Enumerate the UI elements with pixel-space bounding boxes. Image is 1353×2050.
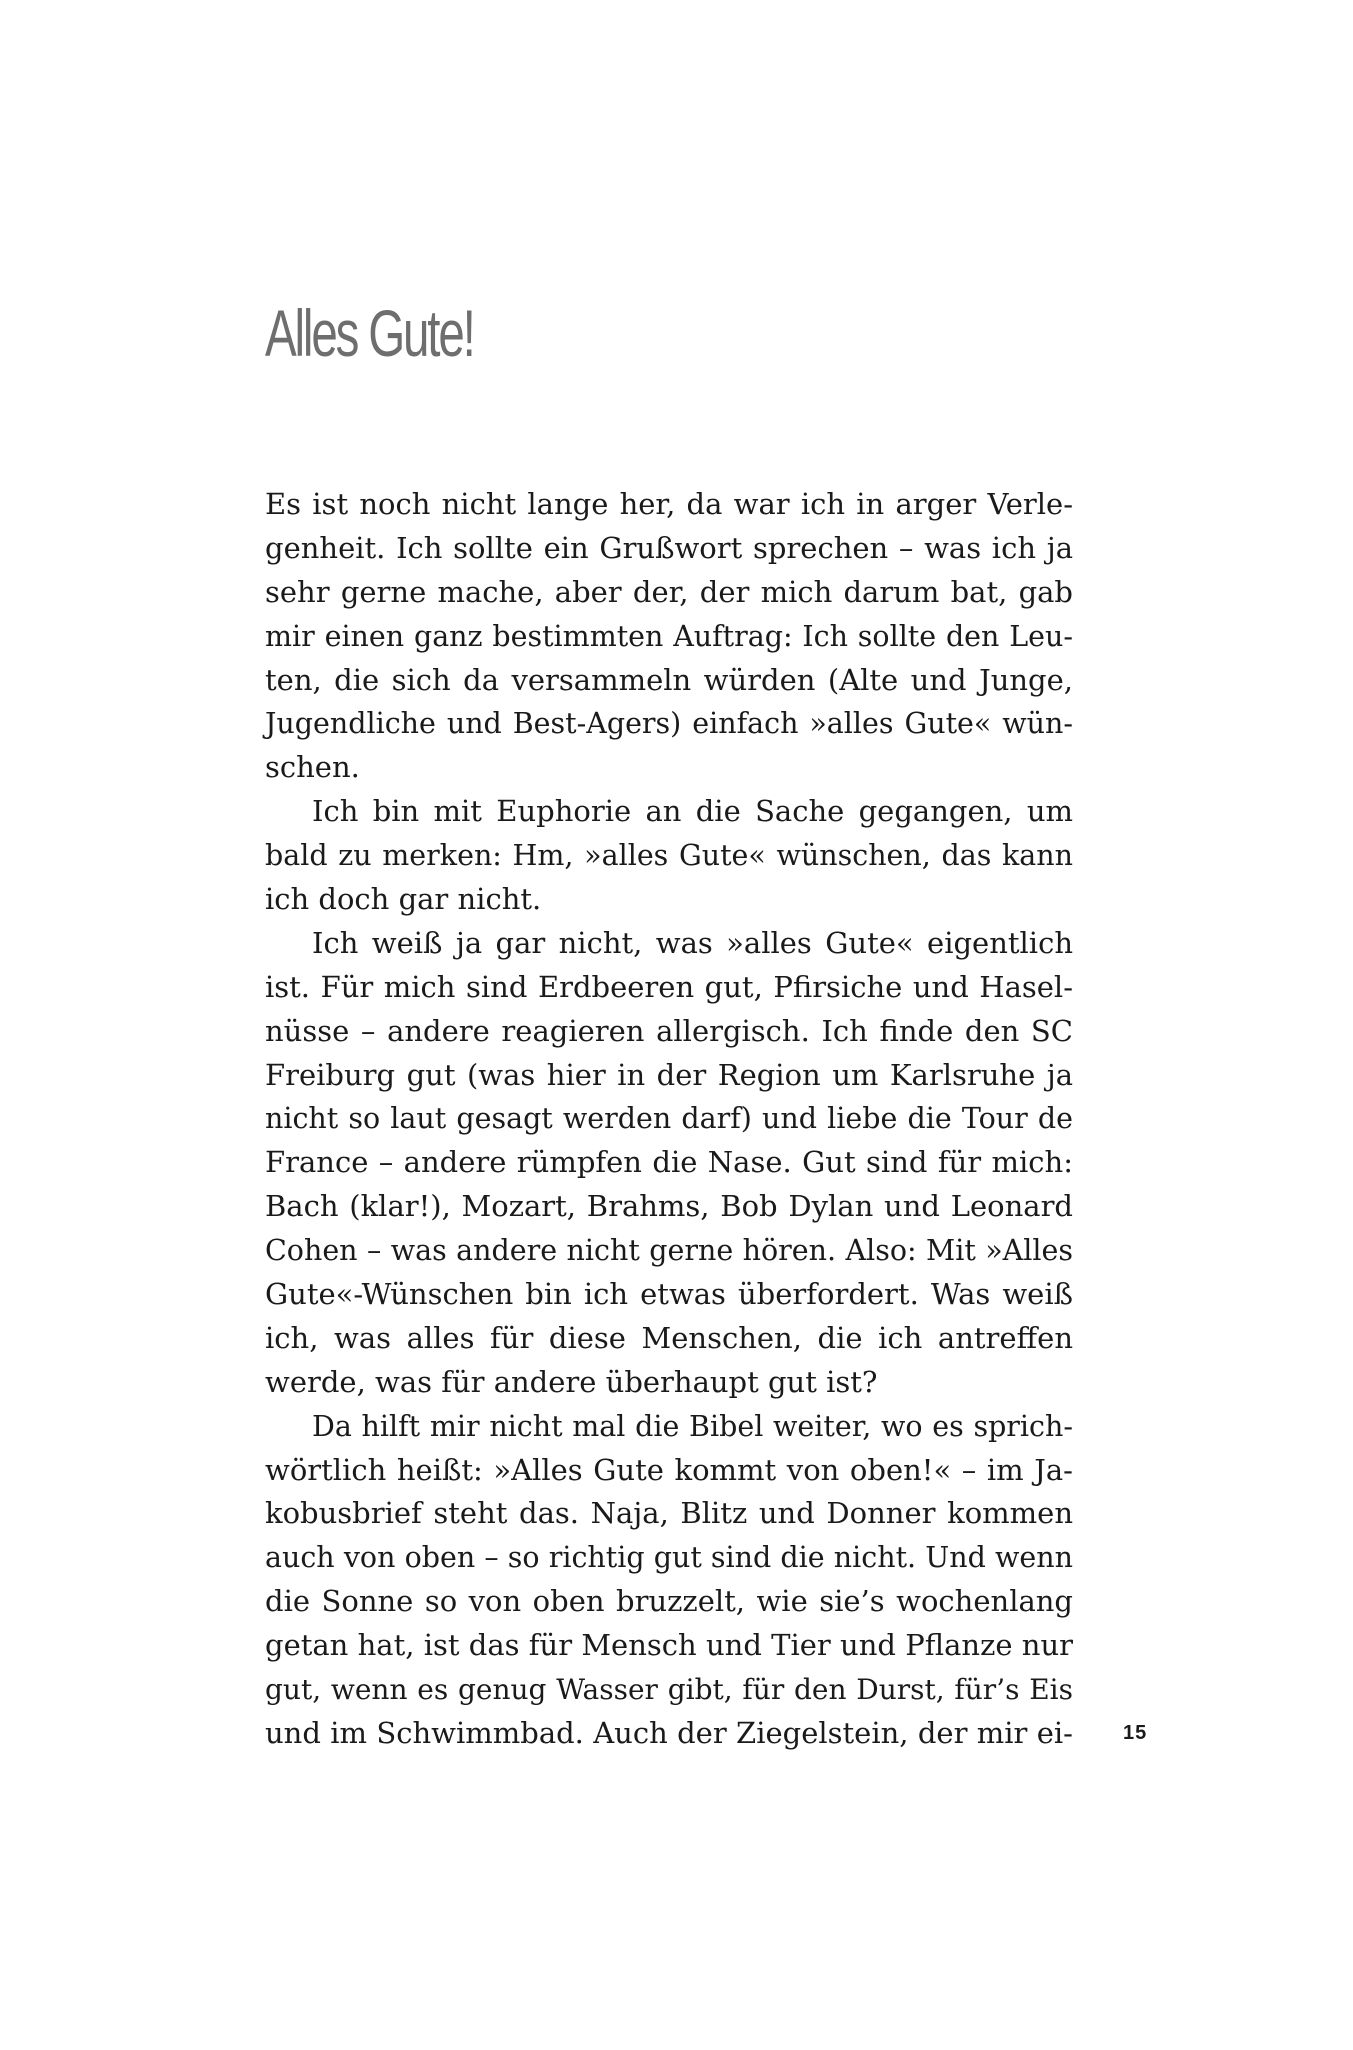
text-line: nüsse – andere reagieren allergisch. Ich finde den SC xyxy=(265,1013,1073,1048)
text-line: die Sonne so von oben bruzzelt, wie sie’s wochenlang xyxy=(265,1584,1073,1619)
text-line: und im Schwimmbad. Auch der Ziegelstein, der mir ei- xyxy=(265,1715,1073,1750)
body-text xyxy=(265,483,1073,1756)
text-line: bald zu merken: Hm, »alles Gute« wünschen, das kann xyxy=(265,839,1073,873)
text-line: ich doch gar nicht. xyxy=(265,882,542,917)
text-line: ist. Für mich sind Erdbeeren gut, Pfirsiche und Hasel- xyxy=(265,969,1073,1004)
text-line: sehr gerne mache, aber der, der mich darum bat, gab xyxy=(265,574,1073,609)
text-line: wörtlich heißt: »Alles Gute kommt von oben!« – im Ja- xyxy=(265,1452,1073,1487)
text-line: Cohen – was andere nicht gerne hören. Also: Mit »Alles xyxy=(265,1234,1073,1268)
text-line: nicht so laut gesagt werden darf) und liebe die Tour de xyxy=(265,1102,1073,1136)
text-line: Ich bin mit Euphorie an die Sache gegangen, um xyxy=(312,794,1073,829)
text-line: Ich weiß ja gar nicht, was »alles Gute« eigentlich xyxy=(312,925,1073,960)
text-line: mir einen ganz bestimmten Auftrag: Ich sollte den Leu- xyxy=(265,619,1073,653)
text-line: gut, wenn es genug Wasser gibt, für den Durst, für’s Eis xyxy=(265,1673,1073,1707)
text-line: Freiburg gut (was hier in der Region um Karlsruhe ja xyxy=(265,1057,1073,1092)
text-line: France – andere rümpfen die Nase. Gut sind für mich: xyxy=(265,1145,1073,1180)
text-line: Da hilft mir nicht mal die Bibel weiter, wo es sprich- xyxy=(312,1409,1073,1443)
text-line: Es ist noch nicht lange her, da war ich in arger Verle- xyxy=(265,487,1073,521)
text-line: werde, was für andere überhaupt gut ist? xyxy=(265,1364,878,1399)
text-line: Bach (klar!), Mozart, Brahms, Bob Dylan und Leonard xyxy=(265,1189,1073,1224)
text-line: schen. xyxy=(265,750,360,785)
text-line: genheit. Ich sollte ein Grußwort sprechen – was ich ja xyxy=(265,530,1073,565)
text-line: getan hat, ist das für Mensch und Tier und Pflanze nur xyxy=(265,1628,1073,1663)
text-line: ich, was alles für diese Menschen, die ich antreffen xyxy=(265,1320,1073,1355)
text-line: Gute«-Wünschen bin ich etwas überfordert. Was weiß xyxy=(265,1277,1073,1312)
text-line: ten, die sich da versammeln würden (Alte und Junge, xyxy=(265,662,1073,697)
page-number: 15 xyxy=(1123,1722,1148,1744)
chapter-title: Alles Gute! xyxy=(265,296,474,370)
text-line: auch von oben – so richtig gut sind die nicht. Und wenn xyxy=(265,1541,1073,1575)
text-line: kobusbrief steht das. Naja, Blitz und Donner kommen xyxy=(265,1496,1073,1531)
text-line: Jugendliche und Best-Agers) einfach »alles Gute« wün- xyxy=(265,707,1073,741)
